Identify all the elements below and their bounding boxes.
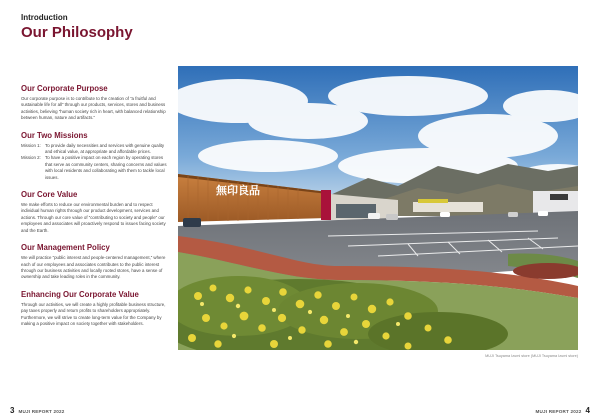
section-heading: Our Management Policy xyxy=(21,243,110,253)
section-body: Our corporate purpose is to contribute to the creation of “a fruitful and sustainable life for all” through our products, services, stores and business activities, believing “human society rich in heart, with balanced relationship between human, nature and artifacts.” xyxy=(21,96,166,121)
mission-item xyxy=(21,143,171,156)
photo-credit: MUJI Tsuyama Izumi store (MUJI Tsuyama Izumi store) xyxy=(485,354,578,358)
footer-right xyxy=(535,406,590,415)
page-number: 3 xyxy=(10,406,15,415)
core-value-section xyxy=(21,190,171,234)
report-name: MUJI REPORT 2022 xyxy=(535,409,582,414)
page-number: 4 xyxy=(585,406,590,415)
page-title: Our Philosophy xyxy=(21,24,133,41)
section-heading: Our Corporate Purpose xyxy=(21,84,108,93)
section-heading: Enhancing Our Corporate Value xyxy=(21,289,139,299)
section-kicker: Introduction xyxy=(21,13,68,22)
report-name: MUJI REPORT 2022 xyxy=(18,409,65,414)
store-photo xyxy=(178,66,578,350)
philosophy-column xyxy=(21,84,171,336)
mission-item xyxy=(21,155,171,181)
mission-text: To have a positive impact on each region by operating stores that serve as community centers, sharing concerns and values with local residents and collaborating with them to tackle local issues. xyxy=(45,155,167,180)
section-heading: Our Core Value xyxy=(21,190,78,200)
mission-label: Mission 2: xyxy=(21,155,41,161)
management-policy-section xyxy=(21,243,171,281)
mission-text: To provide daily necessities and services with genuine quality and ethical value, at appropriate and affordable prices. xyxy=(45,142,165,155)
section-heading: Our Two Missions xyxy=(21,130,88,140)
store-sign: 無印良品 xyxy=(216,184,260,197)
footer-left xyxy=(10,406,65,415)
section-body: Through our activities, we will create a highly profitable business structure, pay taxes properly and return profits to shareholders appropriately. Furthermore, we will strive to create long-term value for the Company by making a positive impact on society together with stakeholders. xyxy=(21,301,166,326)
section-body: We will practice “public interest and people-centered management,” where each of our employees and associates contributes to the public interest through our business activities and locally rooted stores, have a sense of ownership and take leading roles in the community. xyxy=(21,255,166,280)
two-missions-section xyxy=(21,131,171,181)
enhancing-value-section xyxy=(21,290,171,328)
mission-label: Mission 1: xyxy=(21,142,41,148)
corporate-purpose-section xyxy=(21,84,171,122)
section-body: We make efforts to reduce our environmental burden and to respect individual human rights through our product development, services and actions. Through our core value of “contributing to society and people” our employees and associates will proactively respond to issues facing society and the Earth. xyxy=(21,202,166,233)
